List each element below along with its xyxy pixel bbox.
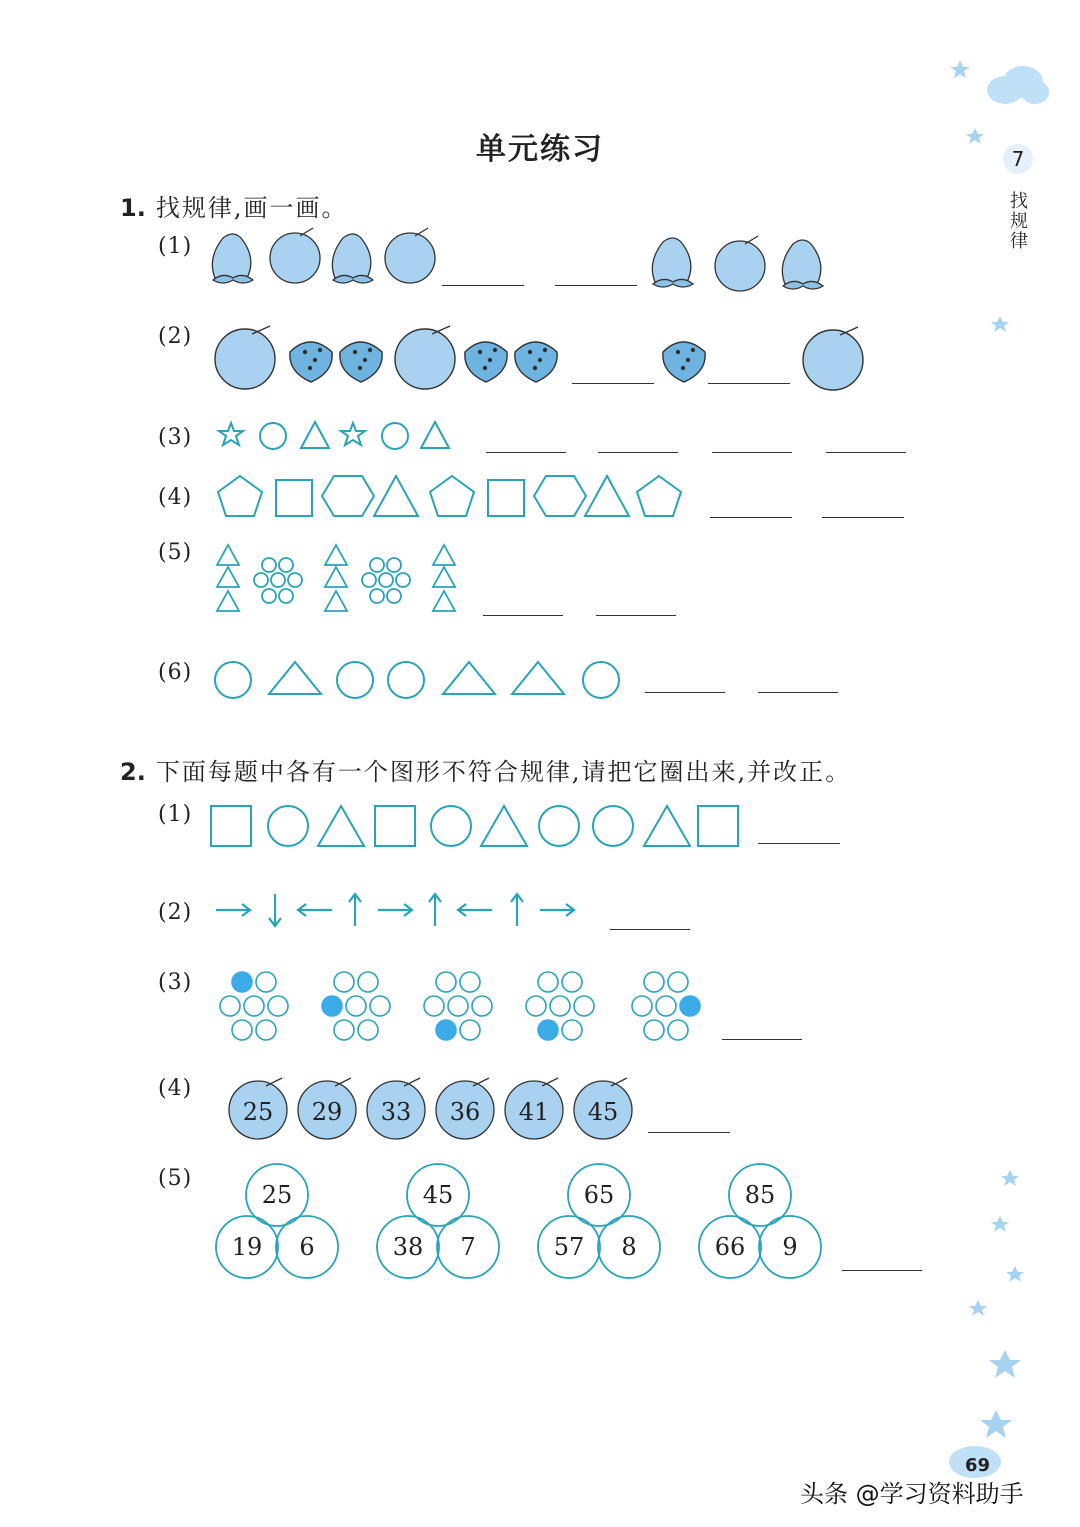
star-icon [341,423,365,445]
shape-pattern-row [216,472,696,522]
pentagon-icon [430,476,474,516]
triangle-icon [481,806,527,846]
stacked-triangles-icon [433,545,455,611]
stacked-triangles-icon [217,545,239,611]
answer-blank[interactable] [710,517,792,518]
circle-number-left: 66 [714,1233,746,1261]
number-circles-row [212,1160,852,1290]
circle-icon [431,806,471,846]
triangle-icon [512,662,564,694]
strawberry-icon [465,342,507,382]
apple-icon [215,326,275,389]
answer-blank[interactable] [722,1039,802,1040]
peach-icon [332,234,373,283]
question-text: 找规律,画一画。 [155,194,348,222]
dot-cluster-row [216,966,716,1046]
circle-number-right: 6 [299,1233,315,1261]
apple-number: 33 [380,1098,412,1126]
dot-cluster-icon [424,972,492,1040]
circle-icon [539,806,579,846]
answer-blank[interactable] [598,452,678,453]
circle-number-left: 19 [231,1233,263,1261]
arrow-up-icon [429,894,441,926]
hexagon-icon [534,476,586,516]
fruit-pattern-row [205,228,845,298]
answer-blank[interactable] [758,692,838,693]
question-number: 2. [120,758,146,786]
answer-blank[interactable] [708,383,790,384]
subquestion-label: (1) [158,234,193,259]
apple-number: 41 [518,1098,550,1126]
subquestion-label: (1) [158,802,193,827]
arrow-down-icon [269,894,281,926]
peach-icon [782,240,823,289]
subquestion-label: (5) [158,1166,193,1191]
circle-icon [593,806,633,846]
circle-cluster-icon [254,558,302,603]
question-text: 下面每题中各有一个图形不符合规律,请把它圈出来,并改正。 [155,758,852,786]
dot-cluster-icon [632,972,700,1040]
answer-blank[interactable] [572,383,654,384]
circle-icon [215,662,251,698]
strawberry-icon [290,342,332,382]
arrow-right-icon [216,904,250,916]
answer-blank[interactable] [442,285,524,286]
subquestion-label: (2) [158,900,193,925]
answer-blank[interactable] [712,452,792,453]
arrow-left-icon [298,904,332,916]
arrow-pattern-row [212,892,592,932]
triangle-icon [318,806,364,846]
subquestion-label: (4) [158,1076,193,1101]
strawberry-icon [663,342,705,382]
arrow-right-icon [378,904,412,916]
answer-blank[interactable] [822,517,904,518]
arrow-left-icon [458,904,492,916]
number-circle-group [377,1164,499,1278]
apple-number: 25 [242,1098,274,1126]
circle-number-top: 65 [583,1181,615,1209]
page-number: 69 [964,1455,991,1476]
answer-blank[interactable] [555,285,637,286]
triangle-icon [585,476,629,516]
shape-pattern-row [208,803,748,853]
subquestion-label: (3) [158,425,193,450]
arrow-up-icon [349,894,361,926]
apple-icon [395,326,455,389]
pentagon-icon [218,476,262,516]
shape-pattern-row [213,658,633,703]
subquestion-label: (5) [158,540,193,565]
answer-blank[interactable] [648,1132,730,1133]
circle-icon [268,806,308,846]
page-title: 单元练习 [476,132,604,167]
triangle-icon [269,662,321,694]
circle-icon [337,662,373,698]
answer-blank[interactable] [610,929,690,930]
question-number: 1. [120,194,146,222]
triangle-icon [421,422,449,448]
dot-cluster-icon [220,972,288,1040]
triangle-icon [301,422,329,448]
subquestion-label: (2) [158,324,193,349]
number-circle-group [699,1164,821,1278]
numbered-apples-row [226,1074,646,1144]
peach-icon [212,234,253,283]
triangle-icon [443,662,495,694]
watermark: 头条 @学习资料助手 [800,1480,1024,1508]
circle-number-right: 8 [621,1233,637,1261]
pentagon-icon [637,476,681,516]
question-1-heading [120,188,347,223]
hexagon-icon [322,476,374,516]
square-icon [698,806,738,846]
apple-icon [385,228,435,283]
apple-icon [270,228,320,283]
strawberry-icon [340,342,382,382]
circle-icon [260,423,286,449]
star-icon [219,423,243,445]
triangle-icon [374,476,418,516]
apple-number: 29 [311,1098,343,1126]
strawberry-icon [515,342,557,382]
circle-number-left: 57 [553,1233,585,1261]
apple-icon [715,236,765,291]
number-circle-group [216,1164,338,1278]
answer-blank[interactable] [483,615,563,616]
answer-blank[interactable] [645,692,725,693]
shape-pattern-row [214,543,474,623]
peach-icon [652,238,693,287]
subquestion-label: (6) [158,660,193,685]
circle-icon [388,662,424,698]
answer-blank[interactable] [486,452,566,453]
apple-icon [803,327,863,390]
circle-number-right: 7 [460,1233,476,1261]
shape-pattern-row [213,418,473,458]
circle-number-top: 25 [261,1181,293,1209]
apple-number: 45 [587,1098,619,1126]
answer-blank[interactable] [842,1270,922,1271]
square-icon [211,806,251,846]
dot-cluster-icon [526,972,594,1040]
chapter-number: 7 [1003,144,1033,174]
answer-blank[interactable] [826,452,906,453]
answer-blank[interactable] [596,615,676,616]
chapter-title: 找规律 [1010,191,1028,252]
circle-cluster-icon [362,558,410,603]
arrow-right-icon [540,904,574,916]
circle-number-top: 85 [744,1181,776,1209]
answer-blank[interactable] [758,843,840,844]
circle-icon [382,423,408,449]
circle-number-right: 9 [782,1233,798,1261]
number-circle-group [538,1164,660,1278]
subquestion-label: (3) [158,970,193,995]
apple-number: 36 [449,1098,481,1126]
dot-cluster-icon [322,972,390,1040]
square-icon [488,480,524,516]
stacked-triangles-icon [325,545,347,611]
fruit-pattern-row [210,322,870,392]
circle-number-top: 45 [422,1181,454,1209]
triangle-icon [644,806,690,846]
question-2-heading [120,752,851,787]
circle-icon [583,662,619,698]
arrow-up-icon [511,894,523,926]
square-icon [276,480,312,516]
square-icon [375,806,415,846]
circle-number-left: 38 [392,1233,424,1261]
subquestion-label: (4) [158,485,193,510]
